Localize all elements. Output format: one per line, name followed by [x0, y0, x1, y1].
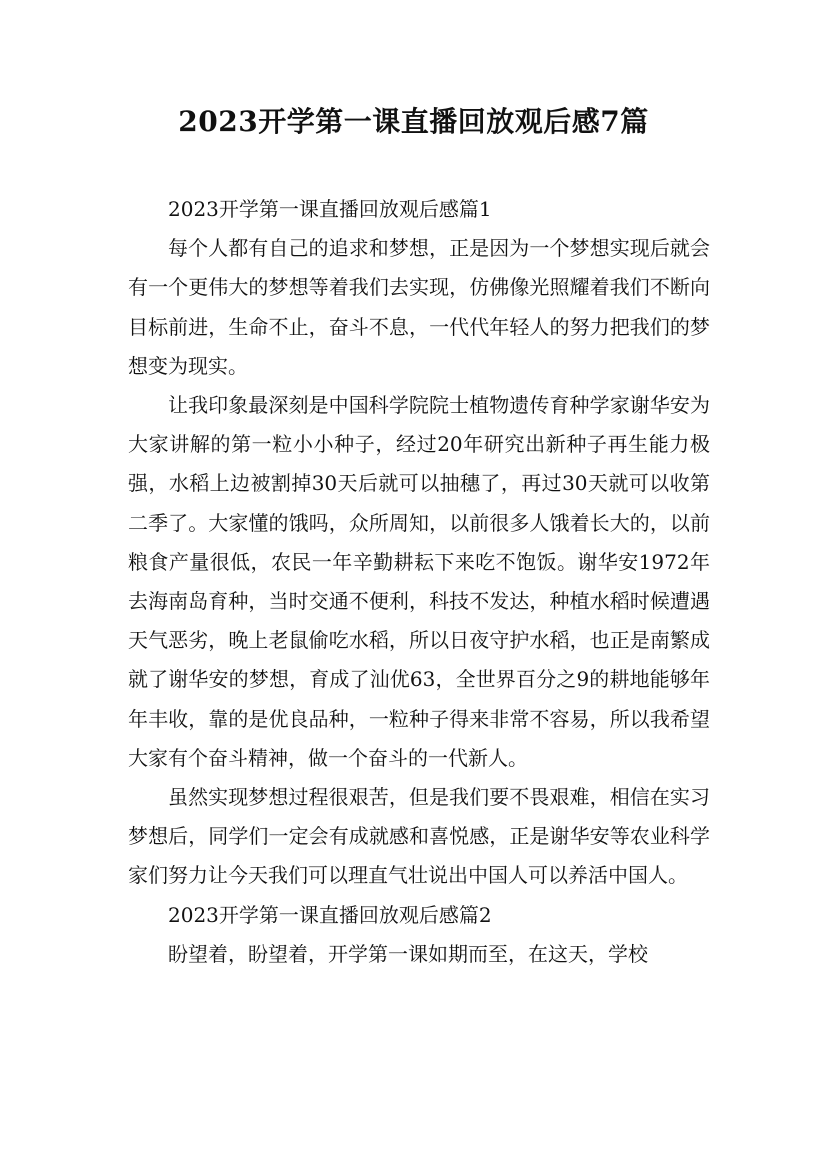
document-body [128, 190, 710, 974]
document-title: 2023开学第一课直播回放观后感7篇 [178, 105, 649, 138]
paragraph: 每个人都有自己的追求和梦想，正是因为一个梦想实现后就会有一个更伟大的梦想等着我们去实现，仿佛像光照耀着我们不断向目标前进，生命不止，奋斗不息，一代代年轻人的努力把我们的梦想变为现实。 [128, 236, 710, 378]
section-heading: 2023开学第一课直播回放观后感篇1 [168, 197, 492, 221]
paragraph: 虽然实现梦想过程很艰苦，但是我们要不畏艰难，相信在实习梦想后，同学们一定会有成就感和喜悦感，正是谢华安等农业科学家们努力让今天我们可以理直气壮说出中国人可以养活中国人。 [128, 785, 710, 888]
section-heading: 2023开学第一课直播回放观后感篇2 [168, 902, 492, 927]
paragraph: 让我印象最深刻是中国科学院院士植物遗传育种学家谢华安为大家讲解的第一粒小小种子，经过20年研究出新种子再生能力极强，水稻上边被割掉30天后就可以抽穗了，再过30天就可以收第二季了。大家懂的饿吗，众所周知，以前很多人饿着长大的，以前粮食产量很低，农民一年辛勤耕耘下来吃不饱饭。谢华安1972年去海南岛育种，当时交通不便利，科技不发达，种植水稻时候遭遇天气恶劣，晚上老鼠偷吃水稻，所以日夜守护水稻，也正是南繁成就了谢华安的梦想，育成了汕优63，全世界百分之9的耕地能够年年丰收，靠的是优良品种，一粒种子得来非常不容易，所以我希望大家有个奋斗精神，做一个奋斗的一代新人。 [128, 393, 710, 770]
paragraph: 盼望着，盼望着，开学第一课如期而至，在这天，学校 [168, 941, 648, 966]
